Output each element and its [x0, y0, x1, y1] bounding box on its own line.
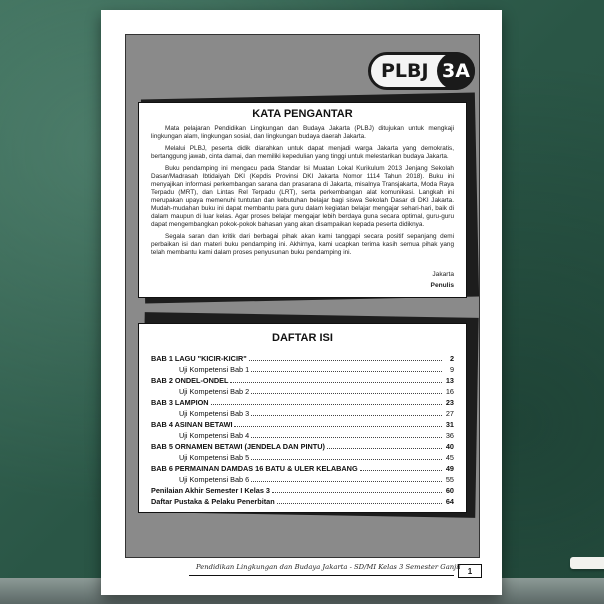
toc-row[interactable] [151, 486, 454, 496]
toc-entry-title: BAB 3 LAMPION [151, 398, 209, 407]
toc-leader [251, 387, 442, 394]
toc-leader [251, 431, 442, 438]
kata-pengantar-card [138, 102, 467, 298]
toc-leader [272, 486, 442, 493]
toc-leader [249, 354, 442, 361]
toc-entry-title: Uji Kompetensi Bab 3 [179, 409, 250, 418]
toc-entry-title: Uji Kompetensi Bab 5 [179, 453, 250, 462]
toc-entry-title: BAB 6 PERMAINAN DAMDAS 16 BATU & ULER KELABANG [151, 464, 358, 473]
toc-entry-title: BAB 2 ONDEL-ONDEL [151, 376, 229, 385]
toc-entry-page: 40 [445, 442, 454, 451]
toc-leader [327, 442, 442, 449]
kata-pengantar-paragraph: Melalui PLBJ, peserta didik diarahkan untuk dapat menjadi warga Jakarta yang demokratis, bertanggung jawab, cinta damai, dan memiliki kepedulian yang tinggi untuk melestarikan budaya Jakarta. [151, 145, 454, 160]
toc-entry-title: Uji Kompetensi Bab 1 [179, 365, 250, 374]
daftar-isi-title: DAFTAR ISI [272, 332, 333, 344]
badge-grade: 3A [437, 52, 475, 90]
toc-row[interactable] [151, 376, 454, 386]
signature-author: Penulis [430, 282, 454, 289]
toc-row[interactable] [151, 464, 454, 474]
toc-row[interactable] [179, 365, 454, 375]
toc-leader [251, 365, 442, 372]
toc-entry-title: Uji Kompetensi Bab 6 [179, 475, 250, 484]
toc-leader [360, 464, 442, 471]
grade-badge [368, 52, 475, 90]
toc-row[interactable] [151, 442, 454, 452]
toc-leader [234, 420, 442, 427]
toc-entry-page: 13 [445, 376, 454, 385]
kata-pengantar-paragraph: Buku pendamping ini mengacu pada Standar Isi Muatan Lokal Kurikulum 2013 Jenjang Sekolah Dasar/Madrasah Ibtidaiyah DKI (Kepdis Provinsi DKI Jakarta Nomor 1114 Tahun 2018). Buku ini menyajikan informasi perkembangan sarana dan prasarana di Jakarta, misalnya Transjakarta, Moda Raya Terpadu (MRT), dan Lintas Rel Terpadu (LRT), serta perkembangan alat komunikasi. Langkah ini merupakan upaya memenuhi tuntutan dan kebutuhan belajar bagi siswa Sekolah Dasar di DKI Jakarta. Mudah-mudahan buku ini dapat membantu para guru dalam kegiatan belajar mengajar sehari-hari, baik di dalam maupun di luar kelas. Agar proses belajar mengajar lebih berdaya guna secara optimal, guru-guru dapat mengembangkan pokok-pokok bahasan yang akan disampaikan kepada peserta didiknya. [151, 165, 454, 228]
toc-row[interactable] [151, 420, 454, 430]
toc-entry-title: Uji Kompetensi Bab 4 [179, 431, 250, 440]
kata-pengantar-body [151, 125, 454, 261]
kata-pengantar-paragraph: Mata pelajaran Pendidikan Lingkungan dan Budaya Jakarta (PLBJ) ditujukan untuk mengkaji lingkungan alam, lingkungan sosial, dan lingkungan budaya daerah Jakarta. [151, 125, 454, 140]
page-number: 1 [458, 564, 482, 578]
toc-entry-page: 49 [445, 464, 454, 473]
toc-entry-page: 60 [445, 486, 454, 495]
kata-pengantar-title: KATA PENGANTAR [252, 108, 353, 120]
badge-prefix: PLBJ [381, 60, 429, 82]
toc-entry-page: 31 [445, 420, 454, 429]
chalk-stick [570, 557, 604, 569]
toc-row[interactable] [179, 453, 454, 463]
signature-city: Jakarta [432, 271, 454, 278]
toc-leader [251, 409, 442, 416]
book-page [101, 10, 502, 595]
toc-entry-title: BAB 4 ASINAN BETAWI [151, 420, 233, 429]
toc-entry-page: 36 [445, 431, 454, 440]
toc-entry-page: 45 [445, 453, 454, 462]
toc-row[interactable] [179, 409, 454, 419]
toc-entry-page: 55 [445, 475, 454, 484]
toc-row[interactable] [151, 398, 454, 408]
toc-row[interactable] [179, 387, 454, 397]
toc-entry-page: 64 [445, 497, 454, 506]
toc-entry-page: 27 [445, 409, 454, 418]
toc-leader [251, 453, 442, 460]
toc-entry-title: Daftar Pustaka & Pelaku Penerbitan [151, 497, 275, 506]
toc-row[interactable] [151, 497, 454, 507]
toc-entry-page: 23 [445, 398, 454, 407]
toc-row[interactable] [151, 354, 454, 364]
toc-row[interactable] [179, 475, 454, 485]
footer-divider [189, 575, 454, 576]
kata-pengantar-paragraph: Segala saran dan kritik dari berbagai pihak akan kami tanggapi secara positif sepanjang demi perbaikan isi dan materi buku pendamping ini. Akhirnya, kami ucapkan terima kasih semua pihak yang telah membantu kami dalam proses penyusunan buku pendamping ini. [151, 233, 454, 256]
toc-leader [230, 376, 442, 383]
toc-entry-title: Penilaian Akhir Semester I Kelas 3 [151, 486, 270, 495]
toc-row[interactable] [179, 431, 454, 441]
toc-entry-title: BAB 1 LAGU "KICIR-KICIR" [151, 354, 247, 363]
toc-entry-title: Uji Kompetensi Bab 2 [179, 387, 250, 396]
toc-entry-page: 16 [445, 387, 454, 396]
toc-entry-page: 2 [449, 354, 454, 363]
toc-leader [251, 475, 442, 482]
toc-leader [211, 398, 442, 405]
toc-entry-title: BAB 5 ORNAMEN BETAWI (JENDELA DAN PINTU) [151, 442, 325, 451]
footer-text: Pendidikan Lingkungan dan Budaya Jakarta - SD/MI Kelas 3 Semester Ganjil [196, 563, 461, 571]
toc-entry-page: 9 [449, 365, 454, 374]
toc-leader [277, 497, 442, 504]
daftar-isi-card [138, 323, 467, 513]
